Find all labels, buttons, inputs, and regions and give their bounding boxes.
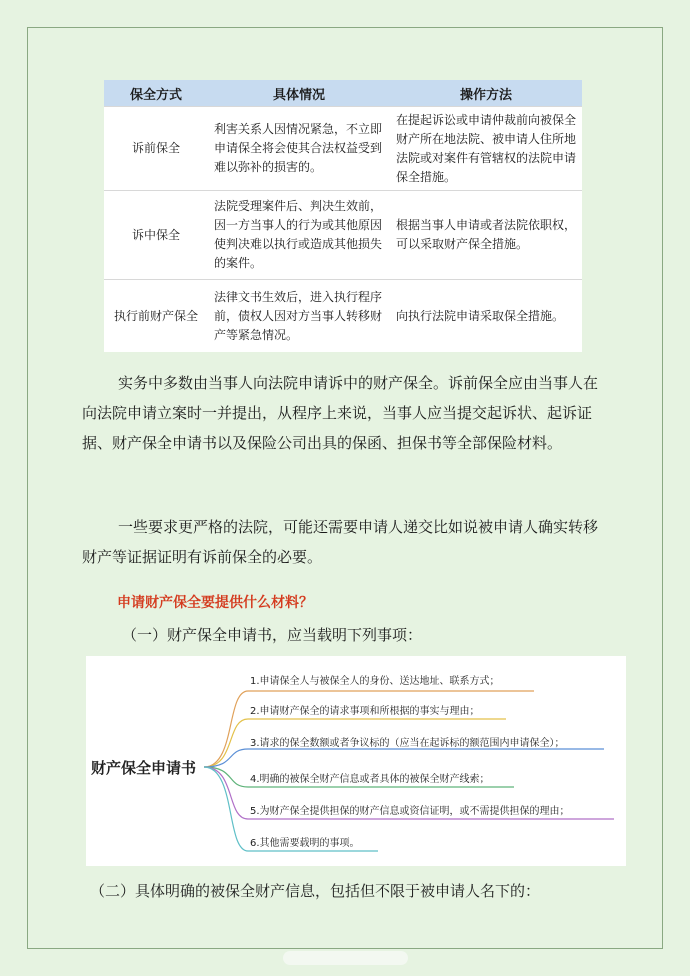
cell-method: 在提起诉讼或申请仲裁前向被保全财产所在地法院、被申请人住所地法院或对案件有管辖权的法院申请保全措施。 <box>390 107 582 191</box>
cell-situation: 法院受理案件后、判决生效前，因一方当事人的行为或其他原因使判决难以执行或造成其他损失的案件。 <box>208 191 390 280</box>
subheading-application: （一）财产保全申请书，应当载明下列事项： <box>122 626 423 644</box>
mindmap-root: 财产保全申请书 <box>91 759 197 777</box>
table-header-row <box>104 80 582 107</box>
cell-mode: 诉前保全 <box>104 107 208 191</box>
table-row <box>104 107 582 191</box>
branch-3 <box>204 749 604 767</box>
table-row <box>104 280 582 353</box>
preservation-table <box>104 80 582 352</box>
subheading-property-info: （二）具体明确的被保全财产信息，包括但不限于被申请人名下的： <box>90 882 541 900</box>
paragraph-practice: 实务中多数由当事人向法院申请诉中的财产保全。诉前保全应由当事人在向法院申请立案时一并提出，从程序上来说，当事人应当提交起诉状、起诉证据、财产保全申请书以及保险公司出具的保函、担保书等全部保险材料。 <box>82 374 599 452</box>
paragraph-strict-courts: 一些要求更严格的法院，可能还需要申请人递交比如说被申请人确实转移财产等证据证明有诉前保全的必要。 <box>82 518 599 566</box>
mindmap-item-5: 5.为财产保全提供担保的财产信息或资信证明，或不需提供担保的理由； <box>250 806 570 817</box>
cell-mode: 执行前财产保全 <box>104 280 208 353</box>
mindmap-item-2: 2.申请财产保全的请求事项和所根据的事实与理由； <box>250 706 480 717</box>
cell-method: 根据当事人申请或者法院依职权，可以采取财产保全措施。 <box>390 191 582 280</box>
cell-situation: 法律文书生效后，进入执行程序前，债权人因对方当事人转移财产等紧急情况。 <box>208 280 390 353</box>
footer-watermark <box>283 951 408 965</box>
cell-mode: 诉中保全 <box>104 191 208 280</box>
header-mode: 保全方式 <box>104 80 208 107</box>
mindmap-item-3: 3.请求的保全数额或者争议标的（应当在起诉标的额范围内申请保全）； <box>250 738 565 749</box>
mindmap-item-6: 6.其他需要载明的事项。 <box>250 838 360 849</box>
mindmap <box>86 656 626 866</box>
section-heading: 申请财产保全要提供什么材料？ <box>117 595 313 611</box>
cell-situation: 利害关系人因情况紧急，不立即申请保全将会使其合法权益受到难以弥补的损害的。 <box>208 107 390 191</box>
mindmap-item-4: 4.明确的被保全财产信息或者具体的被保全财产线索； <box>250 774 490 785</box>
mindmap-item-1: 1.申请保全人与被保全人的身份、送达地址、联系方式； <box>250 676 500 687</box>
table-row <box>104 191 582 280</box>
cell-method: 向执行法院申请采取保全措施。 <box>390 280 582 353</box>
header-situation: 具体情况 <box>208 80 390 107</box>
header-method: 操作方法 <box>390 80 582 107</box>
